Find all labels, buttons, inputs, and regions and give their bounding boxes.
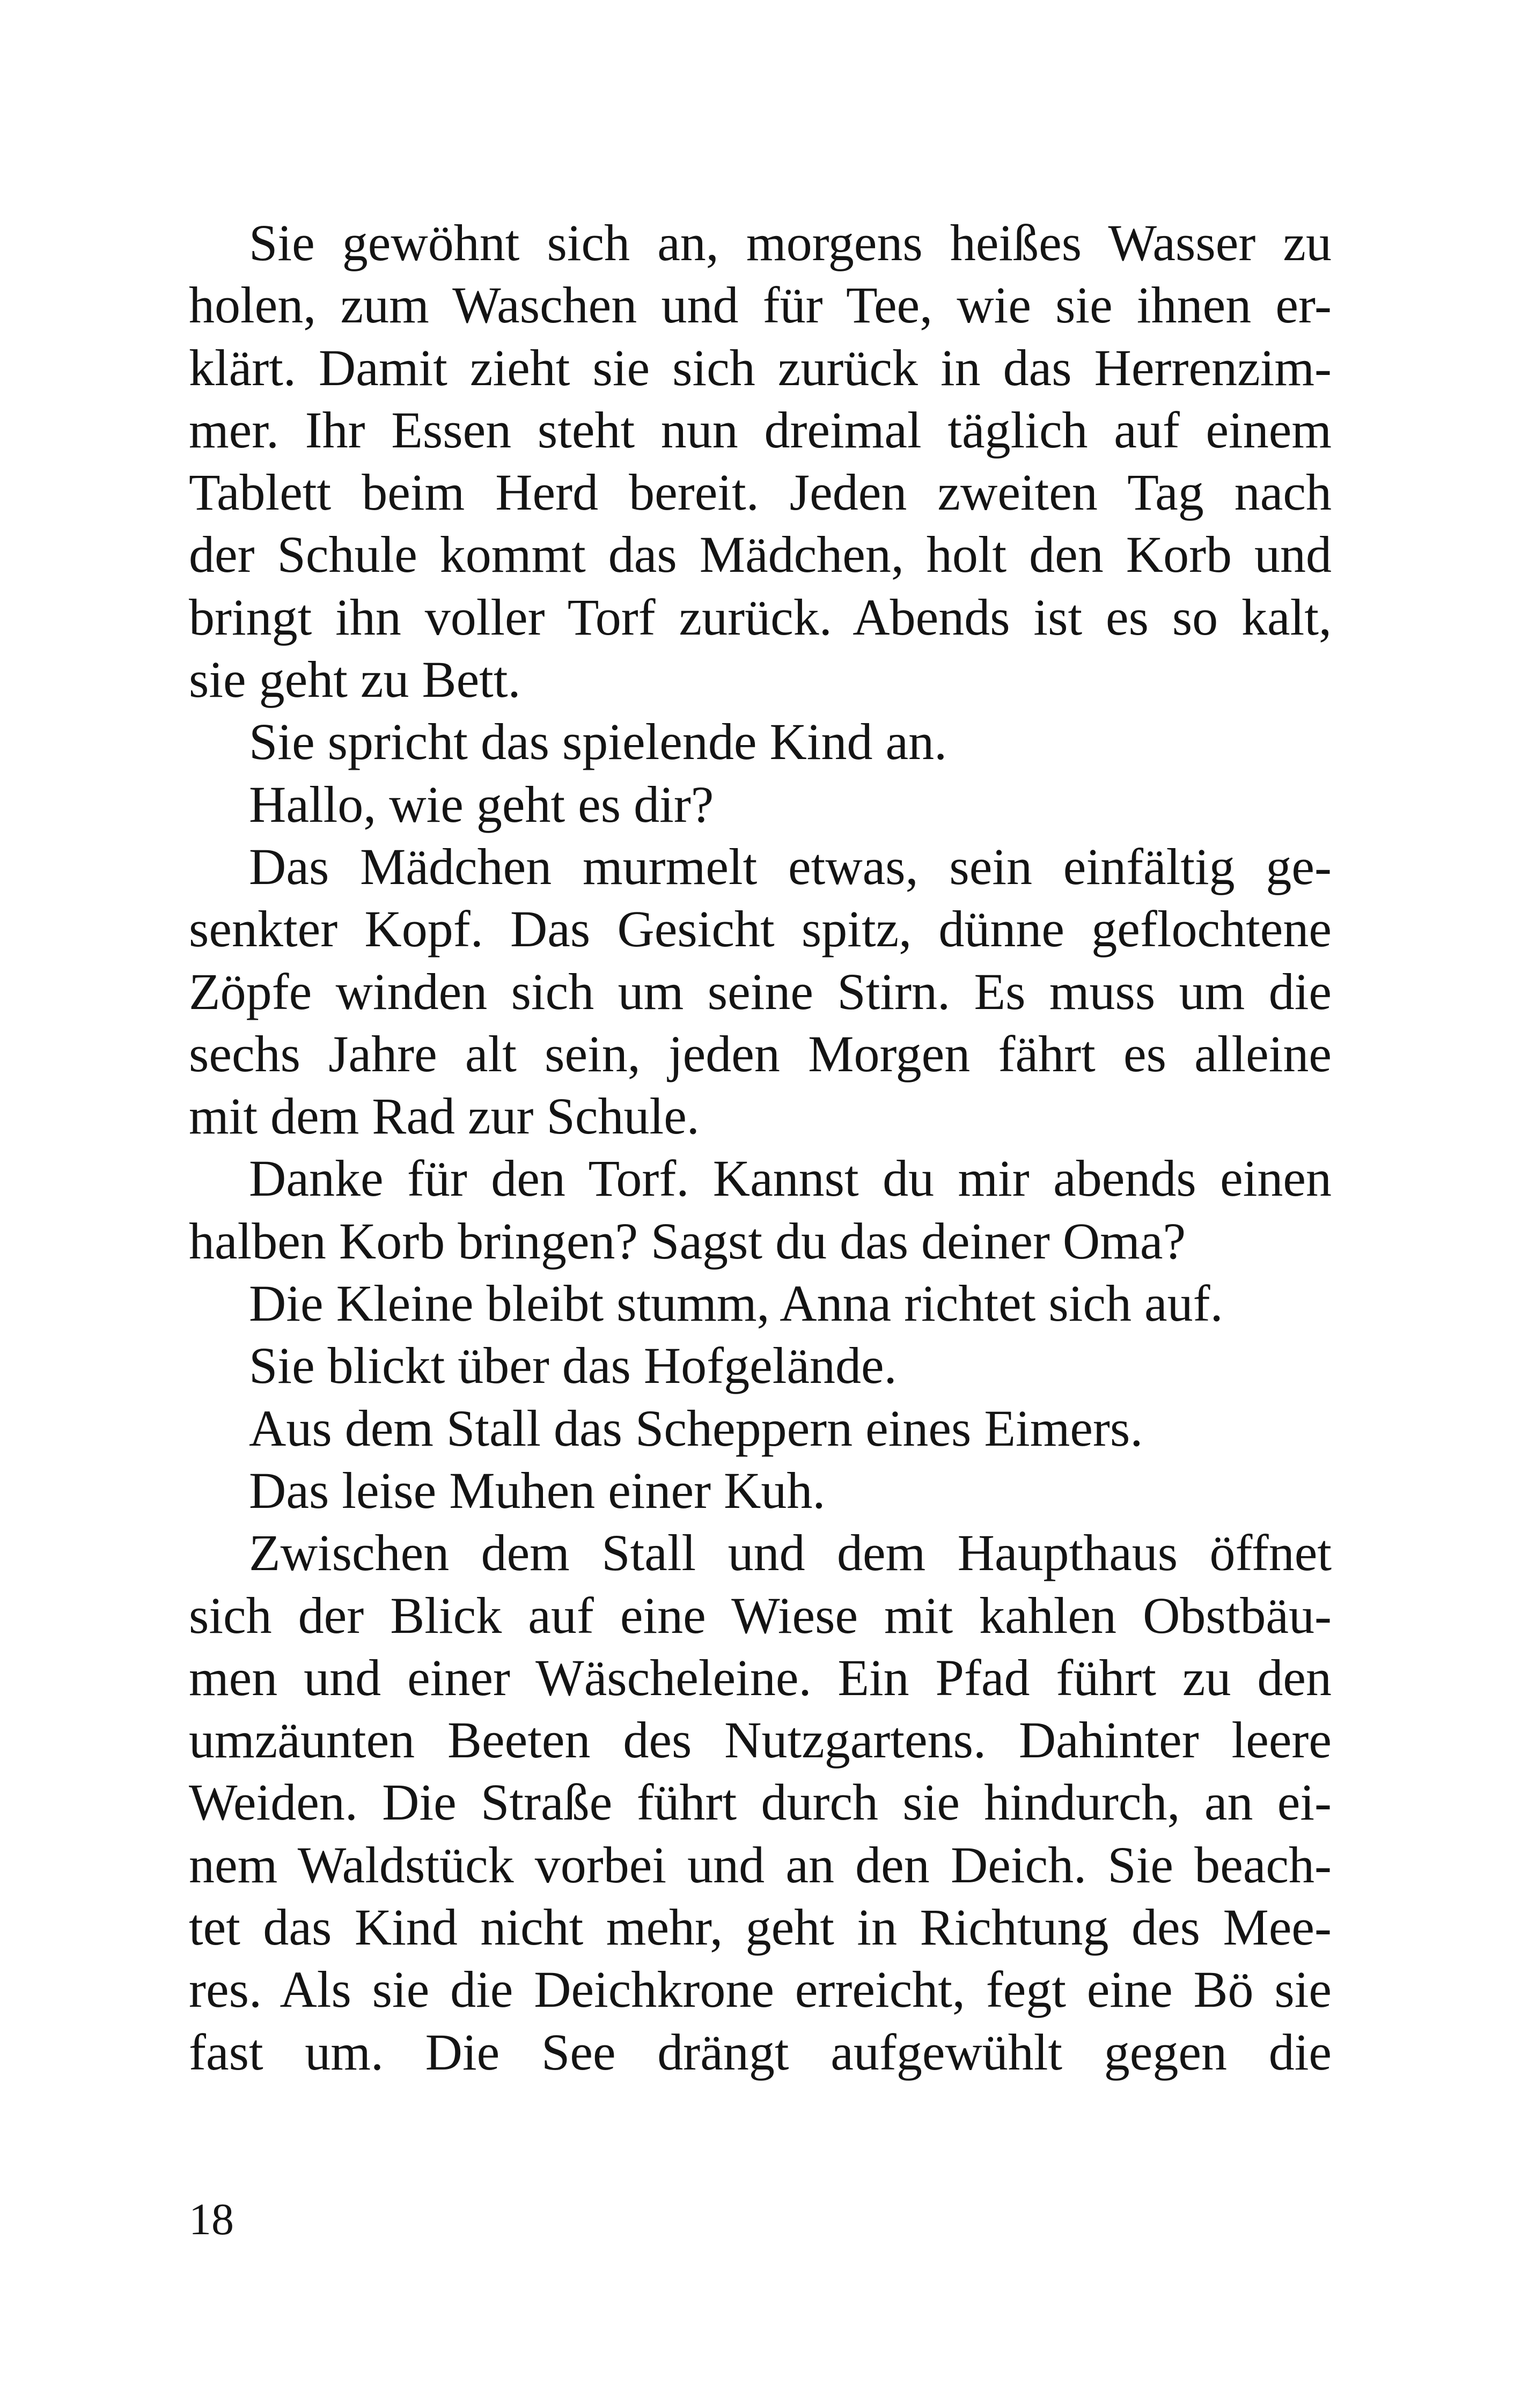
text-line: Zöpfe winden sich um seine Stirn. Es muss um die xyxy=(189,962,1332,1020)
text-line: der Schule kommt das Mädchen, holt den Korb und xyxy=(189,526,1332,584)
text-line: halben Korb bringen? Sagst du das deiner Oma? xyxy=(189,1212,1186,1270)
text-line: nem Waldstück vorbei und an den Deich. Sie beach- xyxy=(189,1836,1332,1894)
text-line: mer. Ihr Essen steht nun dreimal täglich auf einem xyxy=(189,401,1332,459)
text-line: mit dem Rad zur Schule. xyxy=(189,1087,700,1145)
text-line: men und einer Wäscheleine. Ein Pfad führt zu den xyxy=(189,1648,1332,1706)
text-line: bringt ihn voller Torf zurück. Abends ist es so kalt, xyxy=(189,588,1332,646)
text-line: Zwischen dem Stall und dem Haupthaus öffnet xyxy=(249,1524,1332,1582)
text-line: Sie gewöhnt sich an, morgens heißes Wasser zu xyxy=(249,214,1332,271)
text-line: tet das Kind nicht mehr, geht in Richtung des Mee- xyxy=(189,1898,1332,1956)
text-line: holen, zum Waschen und für Tee, wie sie ihnen er- xyxy=(189,276,1332,334)
text-line: Danke für den Torf. Kannst du mir abends einen xyxy=(249,1150,1332,1207)
text-line: sich der Blick auf eine Wiese mit kahlen Obstbäu- xyxy=(189,1586,1332,1644)
text-line: Das leise Muhen einer Kuh. xyxy=(249,1461,826,1519)
text-line: res. Als sie die Deichkrone erreicht, fegt eine Bö sie xyxy=(189,1961,1332,2019)
text-line: Sie spricht das spielende Kind an. xyxy=(249,713,947,771)
text-line: umzäunten Beeten des Nutzgartens. Dahinter leere xyxy=(189,1711,1332,1769)
text-line: sie geht zu Bett. xyxy=(189,651,521,709)
text-line: klärt. Damit zieht sie sich zurück in das Herrenzim- xyxy=(189,338,1332,396)
text-line: Sie blickt über das Hofgelände. xyxy=(249,1337,897,1395)
text-line: sechs Jahre alt sein, jeden Morgen fährt es alleine xyxy=(189,1025,1332,1083)
text-line: Die Kleine bleibt stumm, Anna richtet sich auf. xyxy=(249,1275,1223,1332)
text-line: senkter Kopf. Das Gesicht spitz, dünne geflochtene xyxy=(189,900,1332,958)
text-line: Hallo, wie geht es dir? xyxy=(249,775,714,833)
page-number: 18 xyxy=(189,2195,234,2244)
text-line: Weiden. Die Straße führt durch sie hindurch, an ei- xyxy=(189,1773,1332,1831)
text-line: Aus dem Stall das Scheppern eines Eimers. xyxy=(249,1399,1143,1457)
body-text xyxy=(189,212,1332,2083)
text-line: Tablett beim Herd bereit. Jeden zweiten Tag nach xyxy=(189,463,1332,521)
text-line: Das Mädchen murmelt etwas, sein einfältig ge- xyxy=(249,837,1332,895)
text-line: fast um. Die See drängt aufgewühlt gegen die xyxy=(189,2023,1332,2081)
